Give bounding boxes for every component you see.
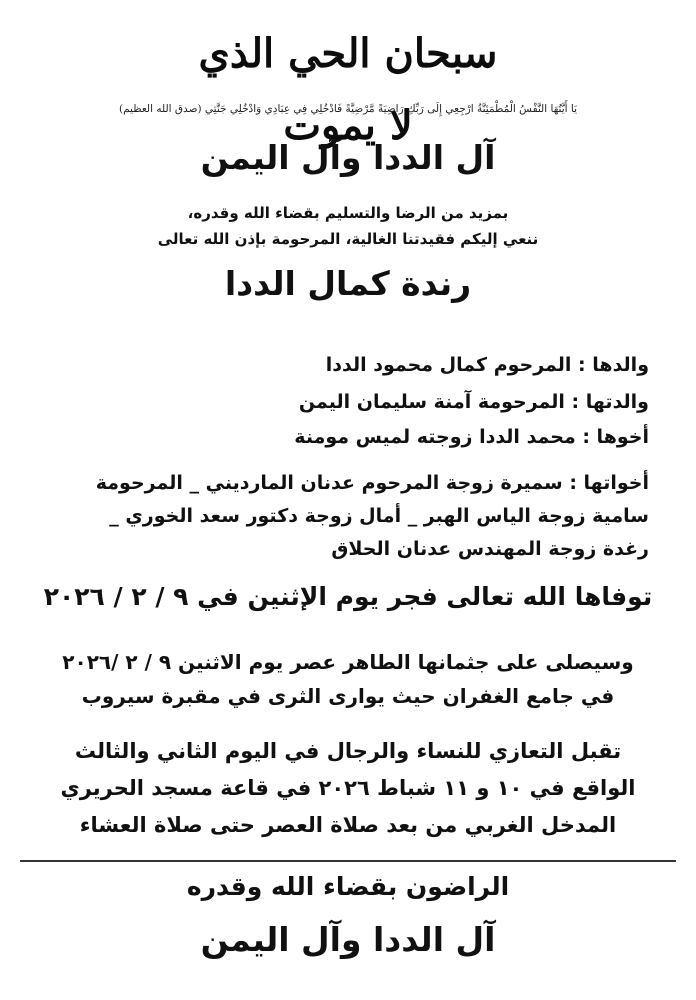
- closing-line: الراضون بقضاء الله وقدره: [186, 872, 510, 901]
- relative-sisters: [49, 467, 649, 566]
- relative-brother: أخوها : محمد الددا زوجته لميس مومنة: [294, 426, 649, 448]
- sisters-line: رغدة زوجة المهندس عدنان الحلاق: [331, 538, 649, 560]
- funeral-prayer: [0, 645, 696, 713]
- relative-mother: والدتها : المرحومة آمنة سليمان اليمن: [298, 391, 649, 413]
- quran-verse: يَا أَيَّتُهَا النَّفْسُ الْمُطْمَئِنَّةُ ارْجِعِي إِلَى رَبِّكِ رَاضِيَةً مَّرْضِيَّةً فَادْخُلِي فِي عِبَادِي وَادْخُلِي جَنَّتِي (صدق الله العظيم): [118, 103, 578, 115]
- condolence-details: [0, 733, 696, 844]
- prayer-line: في جامع الغفران حيث يوارى الثرى في مقبرة سيروب: [81, 684, 615, 708]
- condolence-line: تقبل التعازي للنساء والرجال في اليوم الثاني والثالث: [74, 739, 622, 763]
- relative-father: والدها : المرحوم كمال محمود الددا: [325, 354, 649, 376]
- condolence-line: المدخل الغربي من بعد صلاة العصر حتى صلاة العشاء: [79, 813, 617, 837]
- sisters-line: سامية زوجة الياس الهبر _ أمال زوجة دكتور سعد الخوري _: [109, 505, 649, 527]
- condolence-line: الواقع في ١٠ و ١١ شباط ٢٠٢٦ في قاعة مسجد الحريري: [60, 776, 636, 800]
- deceased-name: رندة كمال الددا: [224, 264, 472, 303]
- sisters-line: أخواتها : سميرة زوجة المرحوم عدنان المارديني _ المرحومة: [95, 472, 649, 494]
- death-notice: توفاها الله تعالى فجر يوم الإثنين في ٩ / ٢ / ٢٠٢٦: [43, 582, 653, 611]
- calligraphy-text: سبحان الحي الذي لا يموت: [198, 30, 498, 149]
- closing-families: آل الددا وآل اليمن: [200, 920, 496, 959]
- prayer-line: وسيصلى على جثمانها الطاهر عصر يوم الاثنين ٩ / ٢ /٢٠٢٦: [62, 650, 634, 674]
- intro-line-2: ننعي إليكم فقيدتنا الغالية، المرحومة بإذن الله تعالى: [157, 230, 539, 248]
- divider: [20, 860, 676, 862]
- intro-line-1: بمزيد من الرضا والتسليم بقضاء الله وقدره،: [187, 204, 509, 222]
- families-heading: آل الددا وآل اليمن: [200, 138, 496, 177]
